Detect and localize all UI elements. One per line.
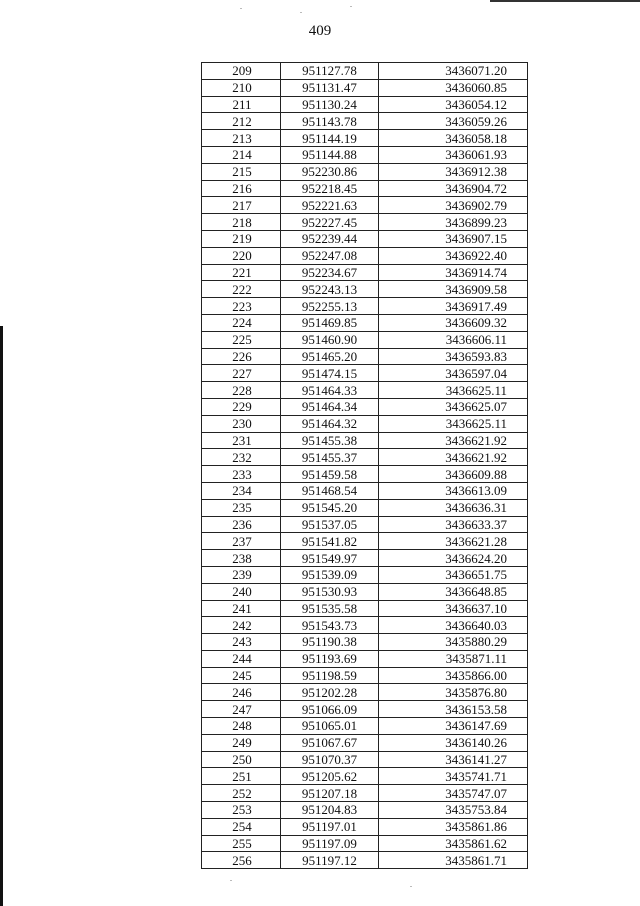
- table-row: [202, 197, 528, 214]
- x-coordinate-cell: 952239.44: [281, 230, 379, 247]
- x-coordinate-cell: 951468.54: [281, 482, 379, 499]
- y-coordinate-cell: 3436621.92: [379, 432, 528, 449]
- y-coordinate-cell: 3436140.26: [379, 734, 528, 751]
- table-row: [202, 180, 528, 197]
- y-coordinate-cell: 3435753.84: [379, 802, 528, 819]
- y-coordinate-cell: 3436914.74: [379, 264, 528, 281]
- x-coordinate-cell: 951070.37: [281, 751, 379, 768]
- point-number-cell: 251: [202, 768, 281, 785]
- table-row: [202, 163, 528, 180]
- table-row: [202, 734, 528, 751]
- point-number-cell: 209: [202, 63, 281, 80]
- y-coordinate-cell: 3436054.12: [379, 96, 528, 113]
- x-coordinate-cell: 951144.19: [281, 130, 379, 147]
- y-coordinate-cell: 3435871.11: [379, 650, 528, 667]
- table-row: [202, 785, 528, 802]
- point-number-cell: 232: [202, 449, 281, 466]
- table-row: [202, 667, 528, 684]
- x-coordinate-cell: 951066.09: [281, 701, 379, 718]
- table-row: [202, 348, 528, 365]
- point-number-cell: 236: [202, 516, 281, 533]
- y-coordinate-cell: 3436625.11: [379, 382, 528, 399]
- scan-left-edge-bar: [0, 326, 3, 906]
- point-number-cell: 217: [202, 197, 281, 214]
- scan-speck: [230, 880, 232, 881]
- table-row: [202, 264, 528, 281]
- y-coordinate-cell: 3436147.69: [379, 718, 528, 735]
- y-coordinate-cell: 3436625.11: [379, 415, 528, 432]
- point-number-cell: 246: [202, 684, 281, 701]
- table-row: [202, 751, 528, 768]
- x-coordinate-cell: 951464.32: [281, 415, 379, 432]
- y-coordinate-cell: 3436071.20: [379, 63, 528, 80]
- point-number-cell: 240: [202, 583, 281, 600]
- table-row: [202, 701, 528, 718]
- x-coordinate-cell: 951541.82: [281, 533, 379, 550]
- y-coordinate-cell: 3436648.85: [379, 583, 528, 600]
- table-row: [202, 63, 528, 80]
- x-coordinate-cell: 951067.67: [281, 734, 379, 751]
- y-coordinate-cell: 3435861.71: [379, 852, 528, 869]
- y-coordinate-cell: 3436606.11: [379, 331, 528, 348]
- scan-speck: [300, 12, 302, 13]
- point-number-cell: 255: [202, 835, 281, 852]
- table-row: [202, 650, 528, 667]
- x-coordinate-cell: 951207.18: [281, 785, 379, 802]
- table-row: [202, 247, 528, 264]
- x-coordinate-cell: 951202.28: [281, 684, 379, 701]
- point-number-cell: 222: [202, 281, 281, 298]
- coordinates-table-body: [202, 63, 528, 869]
- table-row: [202, 146, 528, 163]
- table-row: [202, 583, 528, 600]
- point-number-cell: 248: [202, 718, 281, 735]
- scan-speck: [350, 6, 352, 7]
- x-coordinate-cell: 952221.63: [281, 197, 379, 214]
- x-coordinate-cell: 951197.09: [281, 835, 379, 852]
- x-coordinate-cell: 951144.88: [281, 146, 379, 163]
- y-coordinate-cell: 3436060.85: [379, 79, 528, 96]
- y-coordinate-cell: 3436625.07: [379, 398, 528, 415]
- x-coordinate-cell: 951204.83: [281, 802, 379, 819]
- table-row: [202, 684, 528, 701]
- x-coordinate-cell: 952243.13: [281, 281, 379, 298]
- x-coordinate-cell: 951474.15: [281, 365, 379, 382]
- y-coordinate-cell: 3436636.31: [379, 499, 528, 516]
- x-coordinate-cell: 951549.97: [281, 550, 379, 567]
- table-row: [202, 398, 528, 415]
- y-coordinate-cell: 3436153.58: [379, 701, 528, 718]
- point-number-cell: 226: [202, 348, 281, 365]
- y-coordinate-cell: 3435747.07: [379, 785, 528, 802]
- point-number-cell: 213: [202, 130, 281, 147]
- y-coordinate-cell: 3436059.26: [379, 113, 528, 130]
- table-row: [202, 634, 528, 651]
- table-row: [202, 382, 528, 399]
- x-coordinate-cell: 951197.12: [281, 852, 379, 869]
- table-row: [202, 130, 528, 147]
- y-coordinate-cell: 3436917.49: [379, 298, 528, 315]
- y-coordinate-cell: 3436624.20: [379, 550, 528, 567]
- x-coordinate-cell: 951198.59: [281, 667, 379, 684]
- table-row: [202, 230, 528, 247]
- point-number-cell: 218: [202, 214, 281, 231]
- y-coordinate-cell: 3436621.92: [379, 449, 528, 466]
- y-coordinate-cell: 3435861.62: [379, 835, 528, 852]
- x-coordinate-cell: 952218.45: [281, 180, 379, 197]
- y-coordinate-cell: 3436902.79: [379, 197, 528, 214]
- table-row: [202, 516, 528, 533]
- scan-speck: [240, 8, 242, 9]
- table-row: [202, 768, 528, 785]
- y-coordinate-cell: 3436909.58: [379, 281, 528, 298]
- point-number-cell: 252: [202, 785, 281, 802]
- table-row: [202, 96, 528, 113]
- point-number-cell: 229: [202, 398, 281, 415]
- y-coordinate-cell: 3436904.72: [379, 180, 528, 197]
- y-coordinate-cell: 3436613.09: [379, 482, 528, 499]
- table-row: [202, 852, 528, 869]
- point-number-cell: 212: [202, 113, 281, 130]
- x-coordinate-cell: 951535.58: [281, 600, 379, 617]
- x-coordinate-cell: 951460.90: [281, 331, 379, 348]
- point-number-cell: 243: [202, 634, 281, 651]
- page-number: 409: [308, 23, 332, 39]
- table-row: [202, 566, 528, 583]
- y-coordinate-cell: 3436609.88: [379, 466, 528, 483]
- table-row: [202, 449, 528, 466]
- x-coordinate-cell: 952230.86: [281, 163, 379, 180]
- table-row: [202, 331, 528, 348]
- x-coordinate-cell: 952247.08: [281, 247, 379, 264]
- point-number-cell: 220: [202, 247, 281, 264]
- point-number-cell: 237: [202, 533, 281, 550]
- table-row: [202, 617, 528, 634]
- y-coordinate-cell: 3436141.27: [379, 751, 528, 768]
- y-coordinate-cell: 3436058.18: [379, 130, 528, 147]
- table-row: [202, 113, 528, 130]
- x-coordinate-cell: 951197.01: [281, 818, 379, 835]
- y-coordinate-cell: 3436593.83: [379, 348, 528, 365]
- table-row: [202, 482, 528, 499]
- table-row: [202, 214, 528, 231]
- x-coordinate-cell: 951459.58: [281, 466, 379, 483]
- point-number-cell: 242: [202, 617, 281, 634]
- y-coordinate-cell: 3436912.38: [379, 163, 528, 180]
- table-row: [202, 499, 528, 516]
- point-number-cell: 253: [202, 802, 281, 819]
- table-row: [202, 314, 528, 331]
- coordinates-table: [201, 62, 528, 869]
- y-coordinate-cell: 3435876.80: [379, 684, 528, 701]
- x-coordinate-cell: 951464.33: [281, 382, 379, 399]
- table-row: [202, 432, 528, 449]
- x-coordinate-cell: 951065.01: [281, 718, 379, 735]
- point-number-cell: 244: [202, 650, 281, 667]
- x-coordinate-cell: 951193.69: [281, 650, 379, 667]
- y-coordinate-cell: 3436597.04: [379, 365, 528, 382]
- point-number-cell: 250: [202, 751, 281, 768]
- x-coordinate-cell: 951455.38: [281, 432, 379, 449]
- point-number-cell: 216: [202, 180, 281, 197]
- y-coordinate-cell: 3436061.93: [379, 146, 528, 163]
- table-row: [202, 298, 528, 315]
- table-row: [202, 281, 528, 298]
- point-number-cell: 256: [202, 852, 281, 869]
- point-number-cell: 214: [202, 146, 281, 163]
- table-row: [202, 466, 528, 483]
- x-coordinate-cell: 951464.34: [281, 398, 379, 415]
- table-row: [202, 533, 528, 550]
- table-row: [202, 365, 528, 382]
- y-coordinate-cell: 3436637.10: [379, 600, 528, 617]
- point-number-cell: 238: [202, 550, 281, 567]
- table-row: [202, 415, 528, 432]
- x-coordinate-cell: 951469.85: [281, 314, 379, 331]
- x-coordinate-cell: 951465.20: [281, 348, 379, 365]
- y-coordinate-cell: 3435880.29: [379, 634, 528, 651]
- point-number-cell: 254: [202, 818, 281, 835]
- table-row: [202, 802, 528, 819]
- point-number-cell: 210: [202, 79, 281, 96]
- x-coordinate-cell: 952255.13: [281, 298, 379, 315]
- y-coordinate-cell: 3436651.75: [379, 566, 528, 583]
- table-row: [202, 600, 528, 617]
- point-number-cell: 249: [202, 734, 281, 751]
- x-coordinate-cell: 951127.78: [281, 63, 379, 80]
- point-number-cell: 230: [202, 415, 281, 432]
- point-number-cell: 247: [202, 701, 281, 718]
- point-number-cell: 239: [202, 566, 281, 583]
- y-coordinate-cell: 3435866.00: [379, 667, 528, 684]
- y-coordinate-cell: 3435861.86: [379, 818, 528, 835]
- x-coordinate-cell: 951539.09: [281, 566, 379, 583]
- scan-top-rule: [490, 0, 640, 2]
- y-coordinate-cell: 3436640.03: [379, 617, 528, 634]
- x-coordinate-cell: 951131.47: [281, 79, 379, 96]
- x-coordinate-cell: 951130.24: [281, 96, 379, 113]
- table-row: [202, 818, 528, 835]
- point-number-cell: 227: [202, 365, 281, 382]
- x-coordinate-cell: 951537.05: [281, 516, 379, 533]
- x-coordinate-cell: 952227.45: [281, 214, 379, 231]
- table-row: [202, 79, 528, 96]
- y-coordinate-cell: 3436922.40: [379, 247, 528, 264]
- point-number-cell: 234: [202, 482, 281, 499]
- point-number-cell: 235: [202, 499, 281, 516]
- table-row: [202, 835, 528, 852]
- point-number-cell: 211: [202, 96, 281, 113]
- x-coordinate-cell: 951205.62: [281, 768, 379, 785]
- x-coordinate-cell: 951455.37: [281, 449, 379, 466]
- point-number-cell: 215: [202, 163, 281, 180]
- y-coordinate-cell: 3436907.15: [379, 230, 528, 247]
- x-coordinate-cell: 951530.93: [281, 583, 379, 600]
- point-number-cell: 233: [202, 466, 281, 483]
- point-number-cell: 225: [202, 331, 281, 348]
- point-number-cell: 221: [202, 264, 281, 281]
- x-coordinate-cell: 952234.67: [281, 264, 379, 281]
- table-row: [202, 718, 528, 735]
- point-number-cell: 241: [202, 600, 281, 617]
- x-coordinate-cell: 951143.78: [281, 113, 379, 130]
- x-coordinate-cell: 951543.73: [281, 617, 379, 634]
- point-number-cell: 231: [202, 432, 281, 449]
- point-number-cell: 245: [202, 667, 281, 684]
- y-coordinate-cell: 3436621.28: [379, 533, 528, 550]
- point-number-cell: 228: [202, 382, 281, 399]
- point-number-cell: 219: [202, 230, 281, 247]
- y-coordinate-cell: 3436899.23: [379, 214, 528, 231]
- x-coordinate-cell: 951190.38: [281, 634, 379, 651]
- scan-speck: [410, 886, 412, 887]
- point-number-cell: 224: [202, 314, 281, 331]
- y-coordinate-cell: 3436609.32: [379, 314, 528, 331]
- y-coordinate-cell: 3435741.71: [379, 768, 528, 785]
- point-number-cell: 223: [202, 298, 281, 315]
- table-row: [202, 550, 528, 567]
- x-coordinate-cell: 951545.20: [281, 499, 379, 516]
- y-coordinate-cell: 3436633.37: [379, 516, 528, 533]
